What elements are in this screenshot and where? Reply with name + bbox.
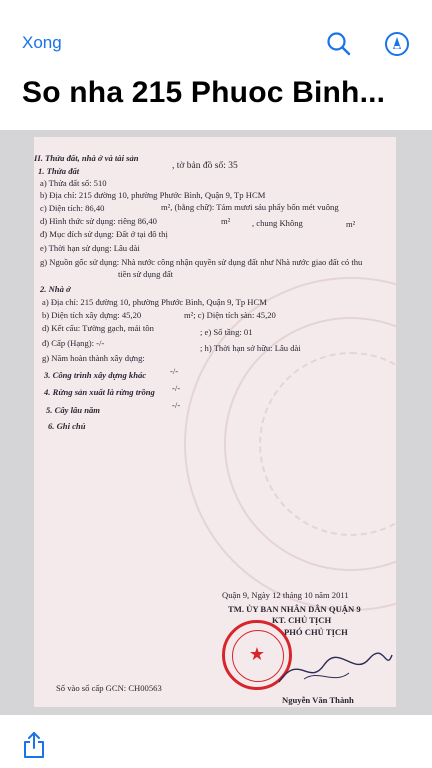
house-build-area: b) Diện tích xây dựng: 45,20	[42, 310, 142, 320]
handwritten-signature	[274, 647, 394, 692]
signature-role: KT. CHỦ TỊCH	[272, 615, 332, 625]
section-value: -/-	[170, 366, 179, 376]
land-purpose: đ) Mục đích sử dụng: Đất ở tại đô thị	[40, 229, 168, 239]
land-area: c) Diện tích: 86,40	[40, 203, 105, 213]
land-use-unit: m²	[221, 216, 231, 226]
land-lot: a) Thửa đất số: 510	[40, 178, 107, 188]
signature-role: PHÓ CHỦ TỊCH	[284, 627, 348, 637]
land-term: e) Thời hạn sử dụng: Lâu dài	[40, 243, 140, 253]
house-floors: ; e) Số tầng: 01	[200, 327, 253, 337]
signature-org: TM. ỦY BAN NHÂN DÂN QUẬN 9	[228, 604, 361, 614]
house-ownership: ; h) Thời hạn sở hữu: Lâu dài	[200, 343, 301, 353]
search-icon[interactable]	[326, 31, 352, 57]
house-floor-area: m²; c) Diện tích sàn: 45,20	[184, 310, 276, 320]
house-address: a) Địa chỉ: 215 đường 10, phường Phước Bình, Quận 9, Tp HCM	[42, 297, 267, 307]
markup-pen-icon[interactable]	[384, 31, 410, 57]
land-shared-unit: m²	[346, 219, 356, 229]
land-area-words: m², (bằng chữ): Tám mươi sáu phẩy bốn mét vuông	[161, 202, 339, 212]
signer-name: Nguyễn Văn Thành	[282, 695, 354, 705]
official-red-seal: ★	[222, 620, 292, 690]
document-page	[34, 137, 396, 707]
share-icon[interactable]	[22, 731, 46, 759]
map-sheet: , tờ bản đồ số: 35	[172, 161, 238, 171]
section-label: 3. Công trình xây dựng khác	[44, 370, 147, 380]
section-value: -/-	[172, 400, 181, 410]
signature-date: Quận 9, Ngày 12 tháng 10 năm 2011	[222, 590, 349, 600]
land-origin-cont: tiền sử dụng đất	[118, 269, 174, 279]
document-viewer[interactable]	[0, 130, 432, 715]
house-grade: đ) Cấp (Hạng): -/-	[42, 338, 105, 348]
section-label: 6. Ghi chú	[48, 421, 86, 431]
house-year: g) Năm hoàn thành xây dựng:	[42, 353, 145, 363]
land-origin: g) Nguồn gốc sử dụng: Nhà nước công nhận quyền sử dụng đất như Nhà nước giao đất có thu	[40, 257, 363, 267]
done-button[interactable]: Xong	[22, 33, 62, 52]
section-label: 4. Rừng sản xuất là rừng trồng	[44, 387, 155, 397]
certificate-number: Số vào sổ cấp GCN: CH00563	[56, 683, 162, 693]
land-heading: 1. Thửa đất	[38, 166, 80, 176]
navigation-bar	[0, 0, 432, 130]
document-title: So nha 215 Phuoc Binh...	[22, 76, 386, 109]
section-value: -/-	[172, 383, 181, 393]
section-header: II. Thửa đất, nhà ở và tài sản	[34, 153, 139, 163]
bottom-toolbar	[0, 715, 432, 768]
land-use-form: d) Hình thức sử dụng: riêng 86,40	[40, 216, 157, 226]
section-label: 5. Cây lâu năm	[46, 405, 100, 415]
land-address: b) Địa chỉ: 215 đường 10, phường Phước Bình, Quận 9, Tp HCM	[40, 190, 266, 200]
house-heading: 2. Nhà ở	[40, 284, 71, 294]
house-structure: d) Kết cấu: Tường gạch, mái tôn	[42, 323, 154, 333]
land-shared: , chung Không	[252, 218, 303, 228]
